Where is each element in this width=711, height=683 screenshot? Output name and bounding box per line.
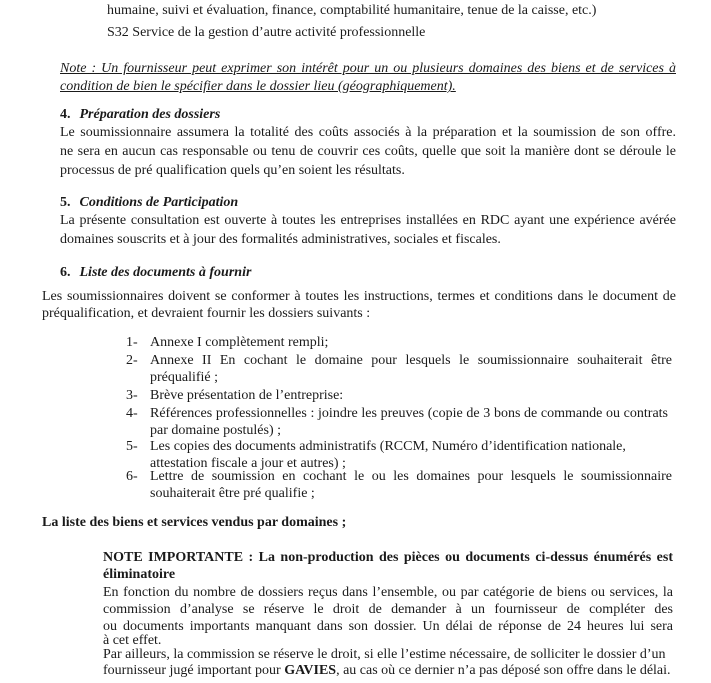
list-text: Les copies des documents administratifs (RCCM, Numéro d’identification nationale, <box>150 439 626 454</box>
list-number: 1- <box>126 335 138 350</box>
paragraph-line: commission d’analyse se réserve le droit de demander à un fournisseur de compléter des <box>103 602 673 617</box>
paragraph-line: Le soumissionnaire assumera la totalité des coûts associés à la préparation et la soumission de son offre. <box>60 125 676 140</box>
paragraph-line: à cet effet. <box>103 633 162 648</box>
intro-line: humaine, suivi et évaluation, finance, comptabilité humanitaire, tenue de la caisse, etc.) <box>107 3 597 18</box>
list-item <box>0 468 711 486</box>
list-item <box>0 352 711 370</box>
section-number: 5. <box>60 195 71 210</box>
list-number: 3- <box>126 388 138 403</box>
list-text: Références professionnelles : joindre les preuves (copie de 3 bons de commande ou contrats <box>150 406 668 421</box>
text: , au cas où ce dernier n’a pas déposé son offre dans le délai. <box>336 663 671 678</box>
list-item <box>0 387 711 405</box>
section-number: 6. <box>60 265 71 280</box>
list-number: 6- <box>126 469 138 484</box>
list-text: Annexe II En cochant le domaine pour lesquels le soumissionnaire souhaiterait être <box>150 353 672 368</box>
note-line: condition de bien le spécifier dans le dossier lieu (géographiquement). <box>60 79 456 94</box>
paragraph-line: Les soumissionnaires doivent se conformer à toutes les instructions, termes et conditions dans le document de <box>42 289 676 304</box>
note-line: Note : Un fournisseur peut exprimer son intérêt pour un ou plusieurs domaines des biens et de services à <box>60 61 676 76</box>
text: fournisseur jugé important pour <box>103 663 285 678</box>
list-text: souhaiterait être pré qualifie ; <box>150 486 315 501</box>
list-number: 5- <box>126 439 138 454</box>
org-name: GAVIES <box>284 663 337 678</box>
list-item <box>0 334 711 352</box>
list-item <box>0 438 711 456</box>
list-text: Brève présentation de l’entreprise: <box>150 388 344 403</box>
list-text: attestation fiscale a jour et autres) ; <box>150 456 346 471</box>
list-number: 2- <box>126 353 138 368</box>
list-item <box>0 405 711 423</box>
section-heading-6 <box>60 264 251 282</box>
section-heading-5 <box>60 194 238 212</box>
important-note-title: NOTE IMPORTANTE : La non-production des pièces ou documents ci-dessus énumérés est <box>103 550 673 565</box>
paragraph-line: En fonction du nombre de dossiers reçus dans l’ensemble, ou par catégorie de biens ou services, la <box>103 585 673 600</box>
paragraph-line: ne sera en aucun cas responsable ou tenu de couvrir ces coûts, quelle que soit la manière dont se déroule le <box>60 144 676 159</box>
section-heading-4 <box>60 106 220 124</box>
paragraph-line: La présente consultation est ouverte à toutes les entreprises installées en RDC ayant une expérience avérée <box>60 213 676 228</box>
paragraph-line <box>103 662 671 680</box>
goods-list-heading: La liste des biens et services vendus par domaines ; <box>42 515 347 530</box>
paragraph-line: processus de pré qualification quels qu’en soient les résultats. <box>60 163 405 178</box>
list-text: préqualifié ; <box>150 370 219 385</box>
section-title: Liste des documents à fournir <box>79 265 252 280</box>
paragraph-line: domaines souscrits et à jour des formalités administratives, sociales et fiscales. <box>60 232 501 247</box>
list-text: Annexe I complètement rempli; <box>150 335 329 350</box>
list-number: 4- <box>126 406 138 421</box>
paragraph-line: ou documents importants manquant dans son dossier. Un délai de réponse de 24 heures lui sera <box>103 619 673 634</box>
paragraph-line: Par ailleurs, la commission se réserve le droit, si elle l’estime nécessaire, de solliciter le dossier d’un <box>103 647 666 662</box>
section-title: Préparation des dossiers <box>79 107 221 122</box>
section-title: Conditions de Participation <box>79 195 239 210</box>
list-text: par domaine postulés) ; <box>150 423 282 438</box>
list-text: Lettre de soumission en cochant le ou les domaines pour lesquels le soumissionnaire <box>150 469 672 484</box>
section-number: 4. <box>60 107 71 122</box>
paragraph-line: préqualification, et devraient fournir les dossiers suivants : <box>42 306 371 321</box>
important-note-title: éliminatoire <box>103 567 176 582</box>
intro-line: S32 Service de la gestion d’autre activité professionnelle <box>107 25 426 40</box>
